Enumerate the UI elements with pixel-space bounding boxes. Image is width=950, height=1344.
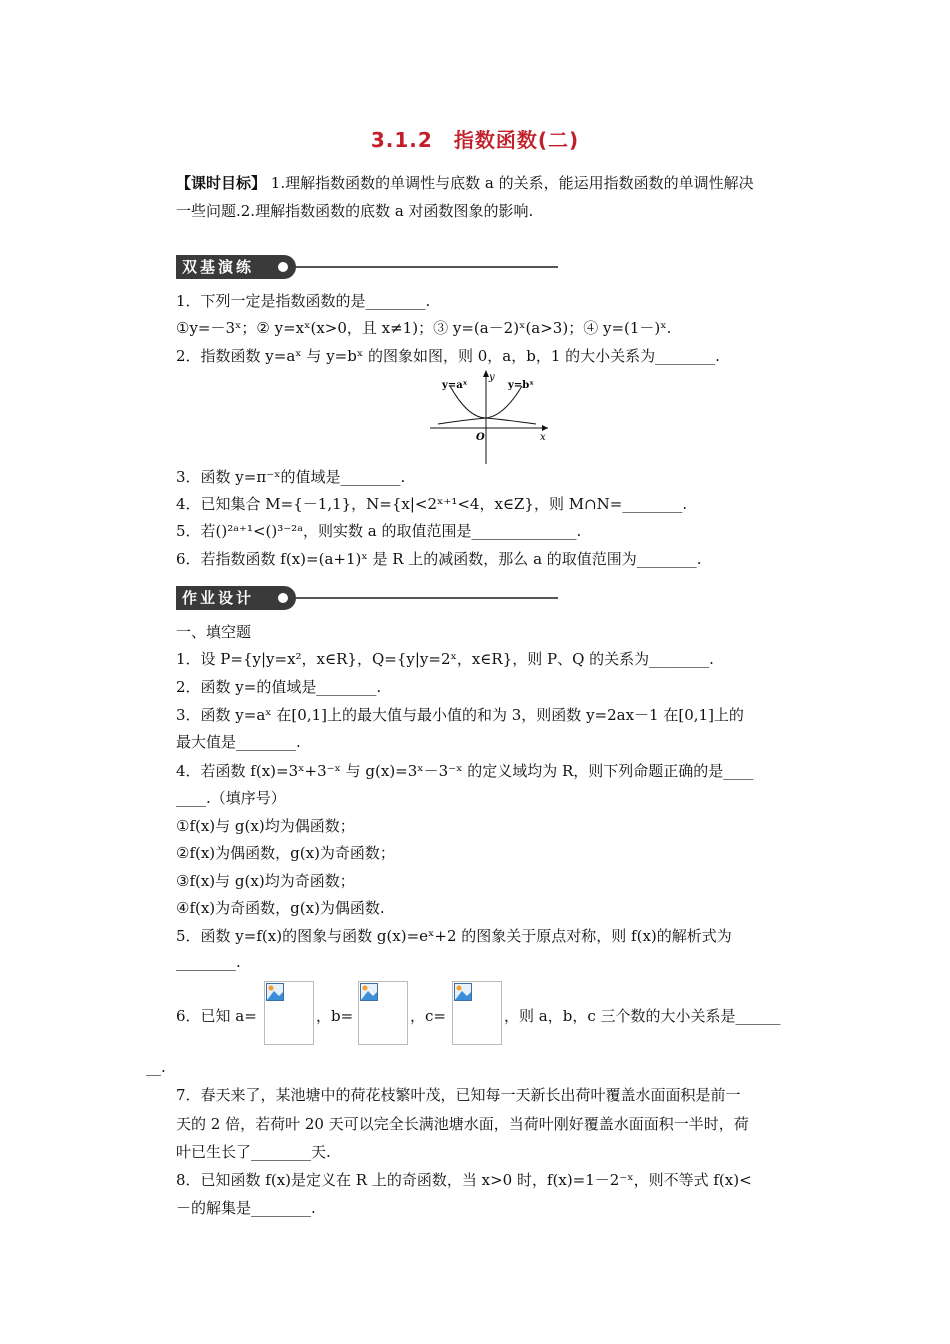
hw-question-2: 2．函数 y=的值域是________. <box>176 678 382 696</box>
question-2: 2．指数函数 y=aˣ 与 y=bˣ 的图象如图，则 0，a，b，1 的大小关系为________. <box>176 347 720 365</box>
hw-question-7-line-2: 天的 2 倍，若荷叶 20 天可以完全长满池塘水面，当荷叶刚好覆盖水面面积一半时，荷 <box>176 1115 749 1133</box>
section-title: 双基演练 <box>182 258 255 276</box>
hw-question-6-c: ，c= <box>410 1007 446 1025</box>
broken-image-icon <box>454 983 472 1001</box>
question-1: 1．下列一定是指数函数的是________. <box>176 292 431 310</box>
hw-question-4-option-2: ②f(x)为偶函数，g(x)为奇函数； <box>176 844 395 862</box>
hw-question-4-line-2: ____.（填序号） <box>176 789 286 807</box>
broken-image-a <box>264 981 314 1045</box>
hw-question-6-prefix: 6．已知 a= <box>176 1007 257 1025</box>
lesson-goal-text-2: 一些问题.2.理解指数函数的底数 a 对函数图象的影响. <box>176 202 534 220</box>
page-title: 3.1.2 指数函数(二) <box>370 128 580 152</box>
question-1-options: ①y=－3ˣ；② y=xˣ(x>0，且 x≠1)；③ y=(a－2)ˣ(a>3)；④ y=(1－)ˣ. <box>176 319 672 337</box>
y-axis-label: y <box>489 372 495 383</box>
section-header-homework <box>176 586 558 610</box>
lesson-goal-text-1: 1.理解指数函数的单调性与底数 a 的关系，能运用指数函数的单调性解决 <box>270 174 754 192</box>
hw-question-4-option-3: ③f(x)与 g(x)均为奇函数； <box>176 872 355 890</box>
curve-b-label: y=bˣ <box>508 380 534 391</box>
hw-question-8-line-1: 8．已知函数 f(x)是定义在 R 上的奇函数，当 x>0 时，f(x)=1－2⁻ˣ，则不等式 f(x)< <box>176 1171 752 1189</box>
hw-question-4-line-1: 4．若函数 f(x)=3ˣ+3⁻ˣ 与 g(x)=3ˣ－3⁻ˣ 的定义域均为 R，则下列命题正确的是____ <box>176 762 754 780</box>
curve-b <box>438 386 522 424</box>
part-heading: 一、填空题 <box>176 623 252 641</box>
section-dot-icon <box>278 262 288 272</box>
section-dot-icon <box>278 593 288 603</box>
hw-question-8-line-2: －的解集是________. <box>176 1199 316 1217</box>
question-5: 5．若()²ᵃ⁺¹<()³⁻²ᵃ，则实数 a 的取值范围是______________. <box>176 522 582 540</box>
hw-question-5-line-1: 5．函数 y=f(x)的图象与函数 g(x)=eˣ+2 的图象关于原点对称，则 f(x)的解析式为 <box>176 927 732 945</box>
broken-image-c <box>452 981 502 1045</box>
lesson-goal-line-1 <box>176 172 754 193</box>
section-header-basic-drill <box>176 255 558 279</box>
section-tab <box>176 586 296 610</box>
hw-question-3-line-2: 最大值是________. <box>176 733 301 751</box>
hw-question-6-suffix: ，则 a，b，c 三个数的大小关系是______ <box>504 1007 781 1025</box>
hw-question-6-tail: __. <box>146 1058 166 1076</box>
hw-question-1: 1．设 P={y|y=x²，x∈R}，Q={y|y=2ˣ，x∈R}，则 P、Q 的关系为________. <box>176 650 714 668</box>
origin-label: O <box>476 432 485 443</box>
exponential-graph <box>428 366 552 466</box>
section-title: 作业设计 <box>182 589 255 607</box>
hw-question-5-line-2: ________. <box>176 953 241 971</box>
curve-a <box>450 386 536 424</box>
lesson-goal-label: 【课时目标】 <box>176 174 267 192</box>
hw-question-4-option-1: ①f(x)与 g(x)均为偶函数； <box>176 817 355 835</box>
x-axis-arrow-icon <box>542 425 548 431</box>
broken-image-icon <box>360 983 378 1001</box>
hw-question-7-line-3: 叶已生长了________天. <box>176 1143 331 1161</box>
hw-question-6-b: ，b= <box>316 1007 354 1025</box>
hw-question-7-line-1: 7．春天来了，某池塘中的荷花枝繁叶茂，已知每一天新长出荷叶覆盖水面面积是前一 <box>176 1086 741 1104</box>
question-3: 3．函数 y=π⁻ˣ的值域是________. <box>176 468 406 486</box>
question-6: 6．若指数函数 f(x)=(a+1)ˣ 是 R 上的减函数，那么 a 的取值范围为________. <box>176 550 702 568</box>
section-tab <box>176 255 296 279</box>
section-rule <box>296 597 558 599</box>
broken-image-icon <box>266 983 284 1001</box>
curve-a-label: y=aˣ <box>442 380 468 391</box>
broken-image-b <box>358 981 408 1045</box>
hw-question-3-line-1: 3．函数 y=aˣ 在[0,1]上的最大值与最小值的和为 3，则函数 y=2ax－1 在[0,1]上的 <box>176 706 744 724</box>
section-rule <box>296 266 558 268</box>
question-4: 4．已知集合 M={－1,1}，N={x|<2ˣ⁺¹<4，x∈Z}，则 M∩N=________. <box>176 495 688 513</box>
hw-question-4-option-4: ④f(x)为奇函数，g(x)为偶函数. <box>176 899 385 917</box>
x-axis-label: x <box>540 432 546 443</box>
